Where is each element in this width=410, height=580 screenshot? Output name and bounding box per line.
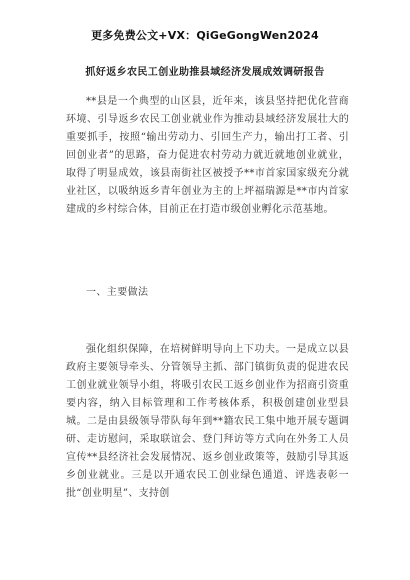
intro-paragraph: **县是一个典型的山区县，近年来，该县坚持把优化营商环境、引导返乡农民工创业就业作为推动县域经济发展壮大的重要抓手，按照“输出劳动力、引回生产力，输出打工者、引回创业者”的思路，奋力促进农村劳动力就近就地创业就业，取得了明显成效，该县南街社区被授予**市首家国家级充分就业社区，以吸纳返乡青年创业为主的上坪福瑞源是**市内首家建成的乡村综合体，目前正在打造市级创业孵化示范基地。 [66,96,349,215]
section-heading: 一、主要做法 [86,287,149,298]
promo-banner: 更多免费公文+VX：QiGeGongWen2024 [91,29,319,42]
body-paragraph: 强化组织保障，在培树鲜明导向上下功夫。一是成立以县政府主要领导牵头、分管领导主抓、部门镇街负责的促进农民工创业就业领导小组，将吸引农民工返乡创业作为招商引资重要内容，纳入目标管理和工作考核体系，积极创建创业型县城。二是由县级领导带队每年到**籍农民工集中地开展专题调研、走访慰问，采取联谊会、登门拜访等方式向在外务工人员宣传**县经济社会发展情况、返乡创业政策等，鼓励引导其返乡创业就业。三是以开通农民工创业绿色通道、评选表彰一批“创业明星”、支持创 [66,344,349,499]
document-title: 抓好返乡农民工创业助推县域经济发展成效调研报告 [85,67,325,78]
